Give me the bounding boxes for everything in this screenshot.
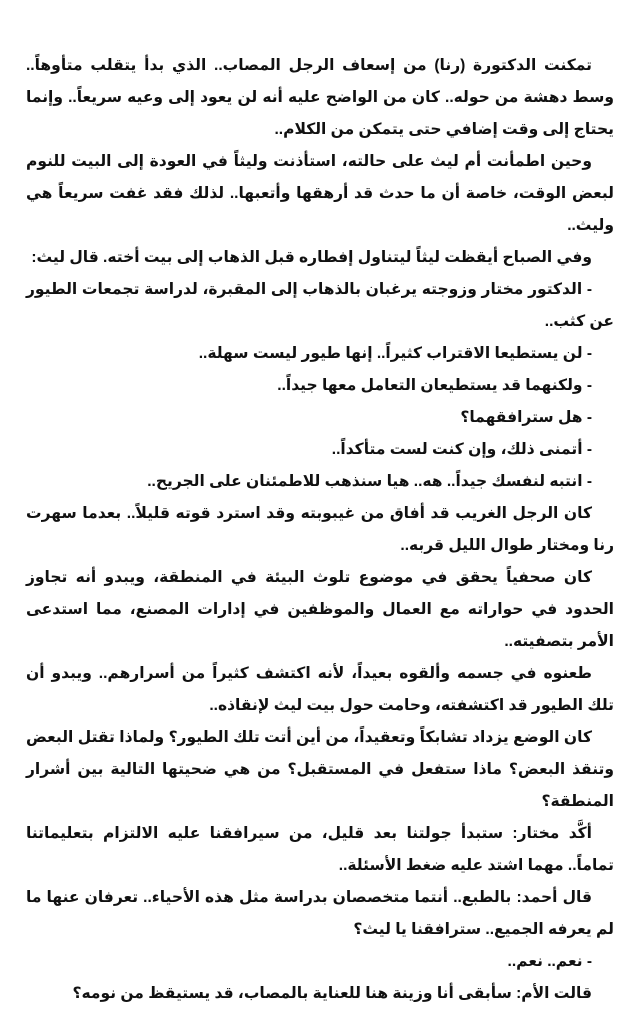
dialogue-line-5: - أتمنى ذلك، وإن كنت لست متأكداً.. bbox=[331, 441, 592, 458]
paragraph-3: وفي الصباح أيقظت ليثاً ليتناول إفطاره قبل الذهاب إلى بيت أخته. قال ليث: bbox=[31, 249, 592, 266]
paragraph-8: أكَّد مختار: ستبدأ جولتنا بعد قليل، من سيرافقنا عليه الالتزام بتعليماتنا تماماً.. مهما اشتد عليه ضغط الأسئلة.. bbox=[26, 825, 614, 874]
dialogue-line-4: - هل سترافقهما؟ bbox=[460, 409, 592, 426]
paragraph-1: تمكنت الدكتورة (رنا) من إسعاف الرجل المصاب.. الذي بدأ يتقلب متأوهاً.. وسط دهشة من حوله.. كان من الواضح عليه أنه لن يعود إلى وعيه سريعاً.. وإنما يحتاج إلى وقت إضافي حتى يتمكن من الكلام.. bbox=[26, 57, 614, 138]
paragraph-6: طعنوه في جسمه وألقوه بعيداً، لأنه اكتشف كثيراً من أسرارهم.. ويبدو أن تلك الطيور قد اكتشفته، وحامت حول بيت ليث لإنقاذه.. bbox=[26, 665, 614, 714]
dialogue-line-7: - نعم.. نعم.. bbox=[507, 953, 592, 970]
paragraph-2: وحين اطمأنت أم ليث على حالته، استأذنت وليثاً في العودة إلى البيت للنوم لبعض الوقت، خاصة أن ما حدث قد أرهقها وأتعبها.. لذلك فقد غفت سريعاً هي وليث.. bbox=[26, 153, 614, 234]
paragraph-9: قال أحمد: بالطبع.. أنتما متخصصان بدراسة مثل هذه الأحياء.. تعرفان عنها ما لم يعرفه الجميع.. سترافقنا يا ليث؟ bbox=[26, 889, 614, 938]
dialogue-line-3: - ولكنهما قد يستطيعان التعامل معها جيداً.. bbox=[277, 377, 592, 394]
dialogue-line-1: - الدكتور مختار وزوجته يرغبان بالذهاب إلى المقبرة، لدراسة تجمعات الطيور عن كثب.. bbox=[26, 281, 614, 330]
paragraph-7: كان الوضع يزداد تشابكاً وتعقيداً، من أين أتت تلك الطيور؟ ولماذا تقتل البعض وتنقذ البعض؟ ماذا ستفعل في المستقبل؟ من هي ضحيتها التالية بين أشرار المنطقة؟ bbox=[26, 729, 614, 810]
paragraph-5: كان صحفياً يحقق في موضوع تلوث البيئة في المنطقة، ويبدو أنه تجاوز الحدود في حواراته مع العمال والموظفين في إدارات المصنع، مما استدعى الأمر بتصفيته.. bbox=[26, 569, 614, 650]
paragraph-4: كان الرجل الغريب قد أفاق من غيبوبته وقد استرد قوته قليلاً.. بعدما سهرت رنا ومختار طوال الليل قربه.. bbox=[26, 505, 614, 554]
paragraph-10: قالت الأم: سأبقى أنا وزينة هنا للعناية بالمصاب، قد يستيقظ من نومه؟ bbox=[72, 985, 592, 1002]
dialogue-line-2: - لن يستطيعا الاقتراب كثيراً.. إنها طيور ليست سهلة.. bbox=[198, 345, 592, 362]
dialogue-line-6: - انتبه لنفسك جيداً.. هه.. هيا سنذهب للاطمئنان على الجريح.. bbox=[147, 473, 592, 490]
